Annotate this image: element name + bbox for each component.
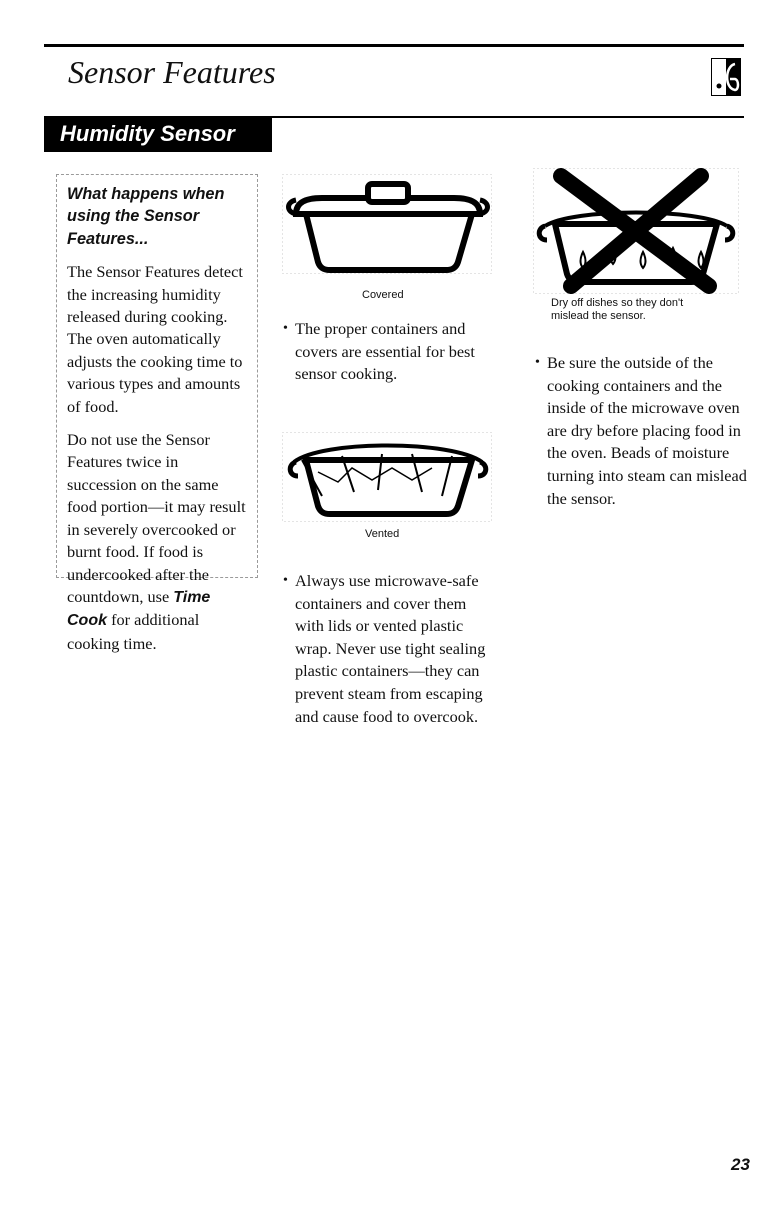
- sidebar-paragraph-how-it-works: The Sensor Features detect the increasing humidity released during cooking. The oven automatically adjusts the cooking time to various types and amounts of food.: [67, 262, 243, 416]
- page-title: Sensor Features: [68, 54, 276, 90]
- bullet-dot: •: [535, 355, 540, 370]
- warning-text-end: for additional cooking time.: [67, 610, 200, 653]
- vented-dish-illustration: [282, 432, 492, 522]
- wet-dish-crossed-illustration: [533, 168, 739, 294]
- ge-logo-icon: [711, 58, 741, 96]
- bullet-dry-containers: [535, 352, 747, 510]
- time-cook-command: Time Cook: [67, 588, 211, 630]
- bullet-text: Be sure the outside of the cooking containers and the inside of the microwave oven are dry before placing food in the oven. Beads of moisture turning into steam can mislead the sensor.: [547, 353, 747, 508]
- warning-text-start: Do not use the Sensor Features twice in succession on the same food portion—it may result in severely overcooked or burnt food. If food is undercooked after the countdown, use: [67, 430, 246, 606]
- sidebar-heading: What happens when using the Sensor Features...: [67, 185, 225, 248]
- bullet-microwave-safe: [283, 570, 495, 728]
- info-sidebar: [56, 174, 258, 653]
- bullet-dot: •: [283, 573, 288, 588]
- bullet-dot: •: [283, 321, 288, 336]
- dry-dishes-caption: Dry off dishes so they don't mislead the sensor.: [551, 297, 684, 322]
- bullet-text: Always use microwave-safe containers and cover them with lids or vented plastic wrap. Never use tight sealing plastic containers—they can prevent steam from escaping and cause food to overcook.: [295, 571, 486, 726]
- header-rule: [44, 44, 744, 47]
- vented-caption: Vented: [365, 528, 400, 540]
- bullet-proper-containers: [283, 318, 495, 386]
- covered-caption: Covered: [362, 289, 404, 301]
- covered-dish-illustration: [282, 174, 492, 274]
- bullet-text: The proper containers and covers are essential for best sensor cooking.: [295, 319, 475, 384]
- page-number: 23: [731, 1155, 750, 1174]
- section-banner: Humidity Sensor: [44, 116, 272, 152]
- sidebar-paragraph-warning: [67, 429, 251, 655]
